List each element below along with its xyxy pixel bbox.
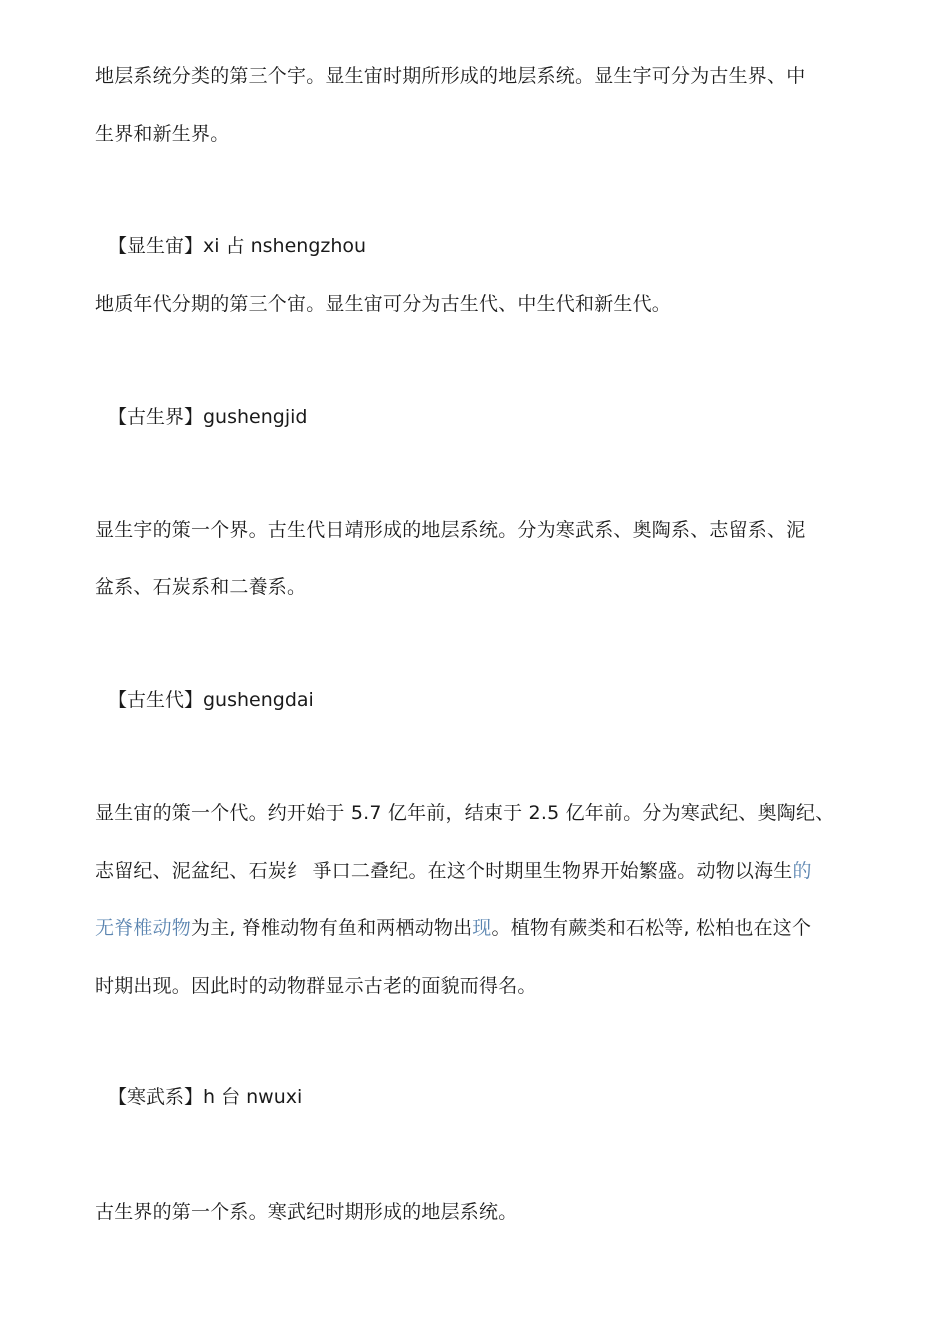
entry-heading-xianshengzhou: 【显生宙】xi 占 nshengzhou — [108, 235, 367, 257]
entry-heading-gushengjie: 【古生界】gushengjid — [108, 406, 308, 428]
entry-heading-hanwuxi: 【寒武系】h 台 nwuxi — [108, 1086, 303, 1108]
paragraph-4-line-2-text: 志留纪、泥盆纪、石炭纟 爭口二叠纪。在这个时期里生物界开始繁盛。动物以海生 — [95, 860, 793, 882]
paragraph-4-line-2 — [95, 859, 812, 883]
paragraph-1-line-2: 生界和新生界。 — [95, 123, 230, 145]
entry-heading-gushengdai: 【古生代】gushengdai — [108, 689, 314, 711]
paragraph-5-line-1: 古生界的第一个系。寒武纪时期形成的地层系统。 — [95, 1201, 518, 1223]
paragraph-2-line-1: 地质年代分期的第三个宙。显生宙可分为古生代、中生代和新生代。 — [95, 293, 672, 315]
hyperlink-invertebrates[interactable]: 无脊椎动物 — [95, 917, 192, 939]
hyperlink-de[interactable]: 的 — [792, 860, 812, 882]
paragraph-3-line-2: 盆系、石炭系和二養系。 — [95, 576, 307, 598]
paragraph-4-line-3 — [95, 916, 811, 940]
paragraph-4-line-3-end: 。植物有蕨类和石松等, 松柏也在这个 — [491, 917, 812, 939]
paragraph-4-line-1: 显生宙的策一个代。约开始于 5.7 亿年前，结束于 2.5 亿年前。分为寒武纪、奥陶纪、 — [95, 802, 835, 824]
paragraph-4-line-3-text: 为主, 脊椎动物有鱼和两栖动物出 — [191, 917, 473, 939]
paragraph-4-line-4: 时期出现。因此时的动物群显示古老的面貌而得名。 — [95, 975, 537, 997]
paragraph-3-line-1: 显生宇的策一个界。古生代日靖形成的地层系统。分为寒武系、奥陶系、志留系、泥 — [95, 519, 806, 541]
hyperlink-xian[interactable]: 现 — [472, 917, 492, 939]
paragraph-1-line-1: 地层系统分类的第三个宇。显生宙时期所形成的地层系统。显生宇可分为古生界、中 — [95, 65, 806, 87]
